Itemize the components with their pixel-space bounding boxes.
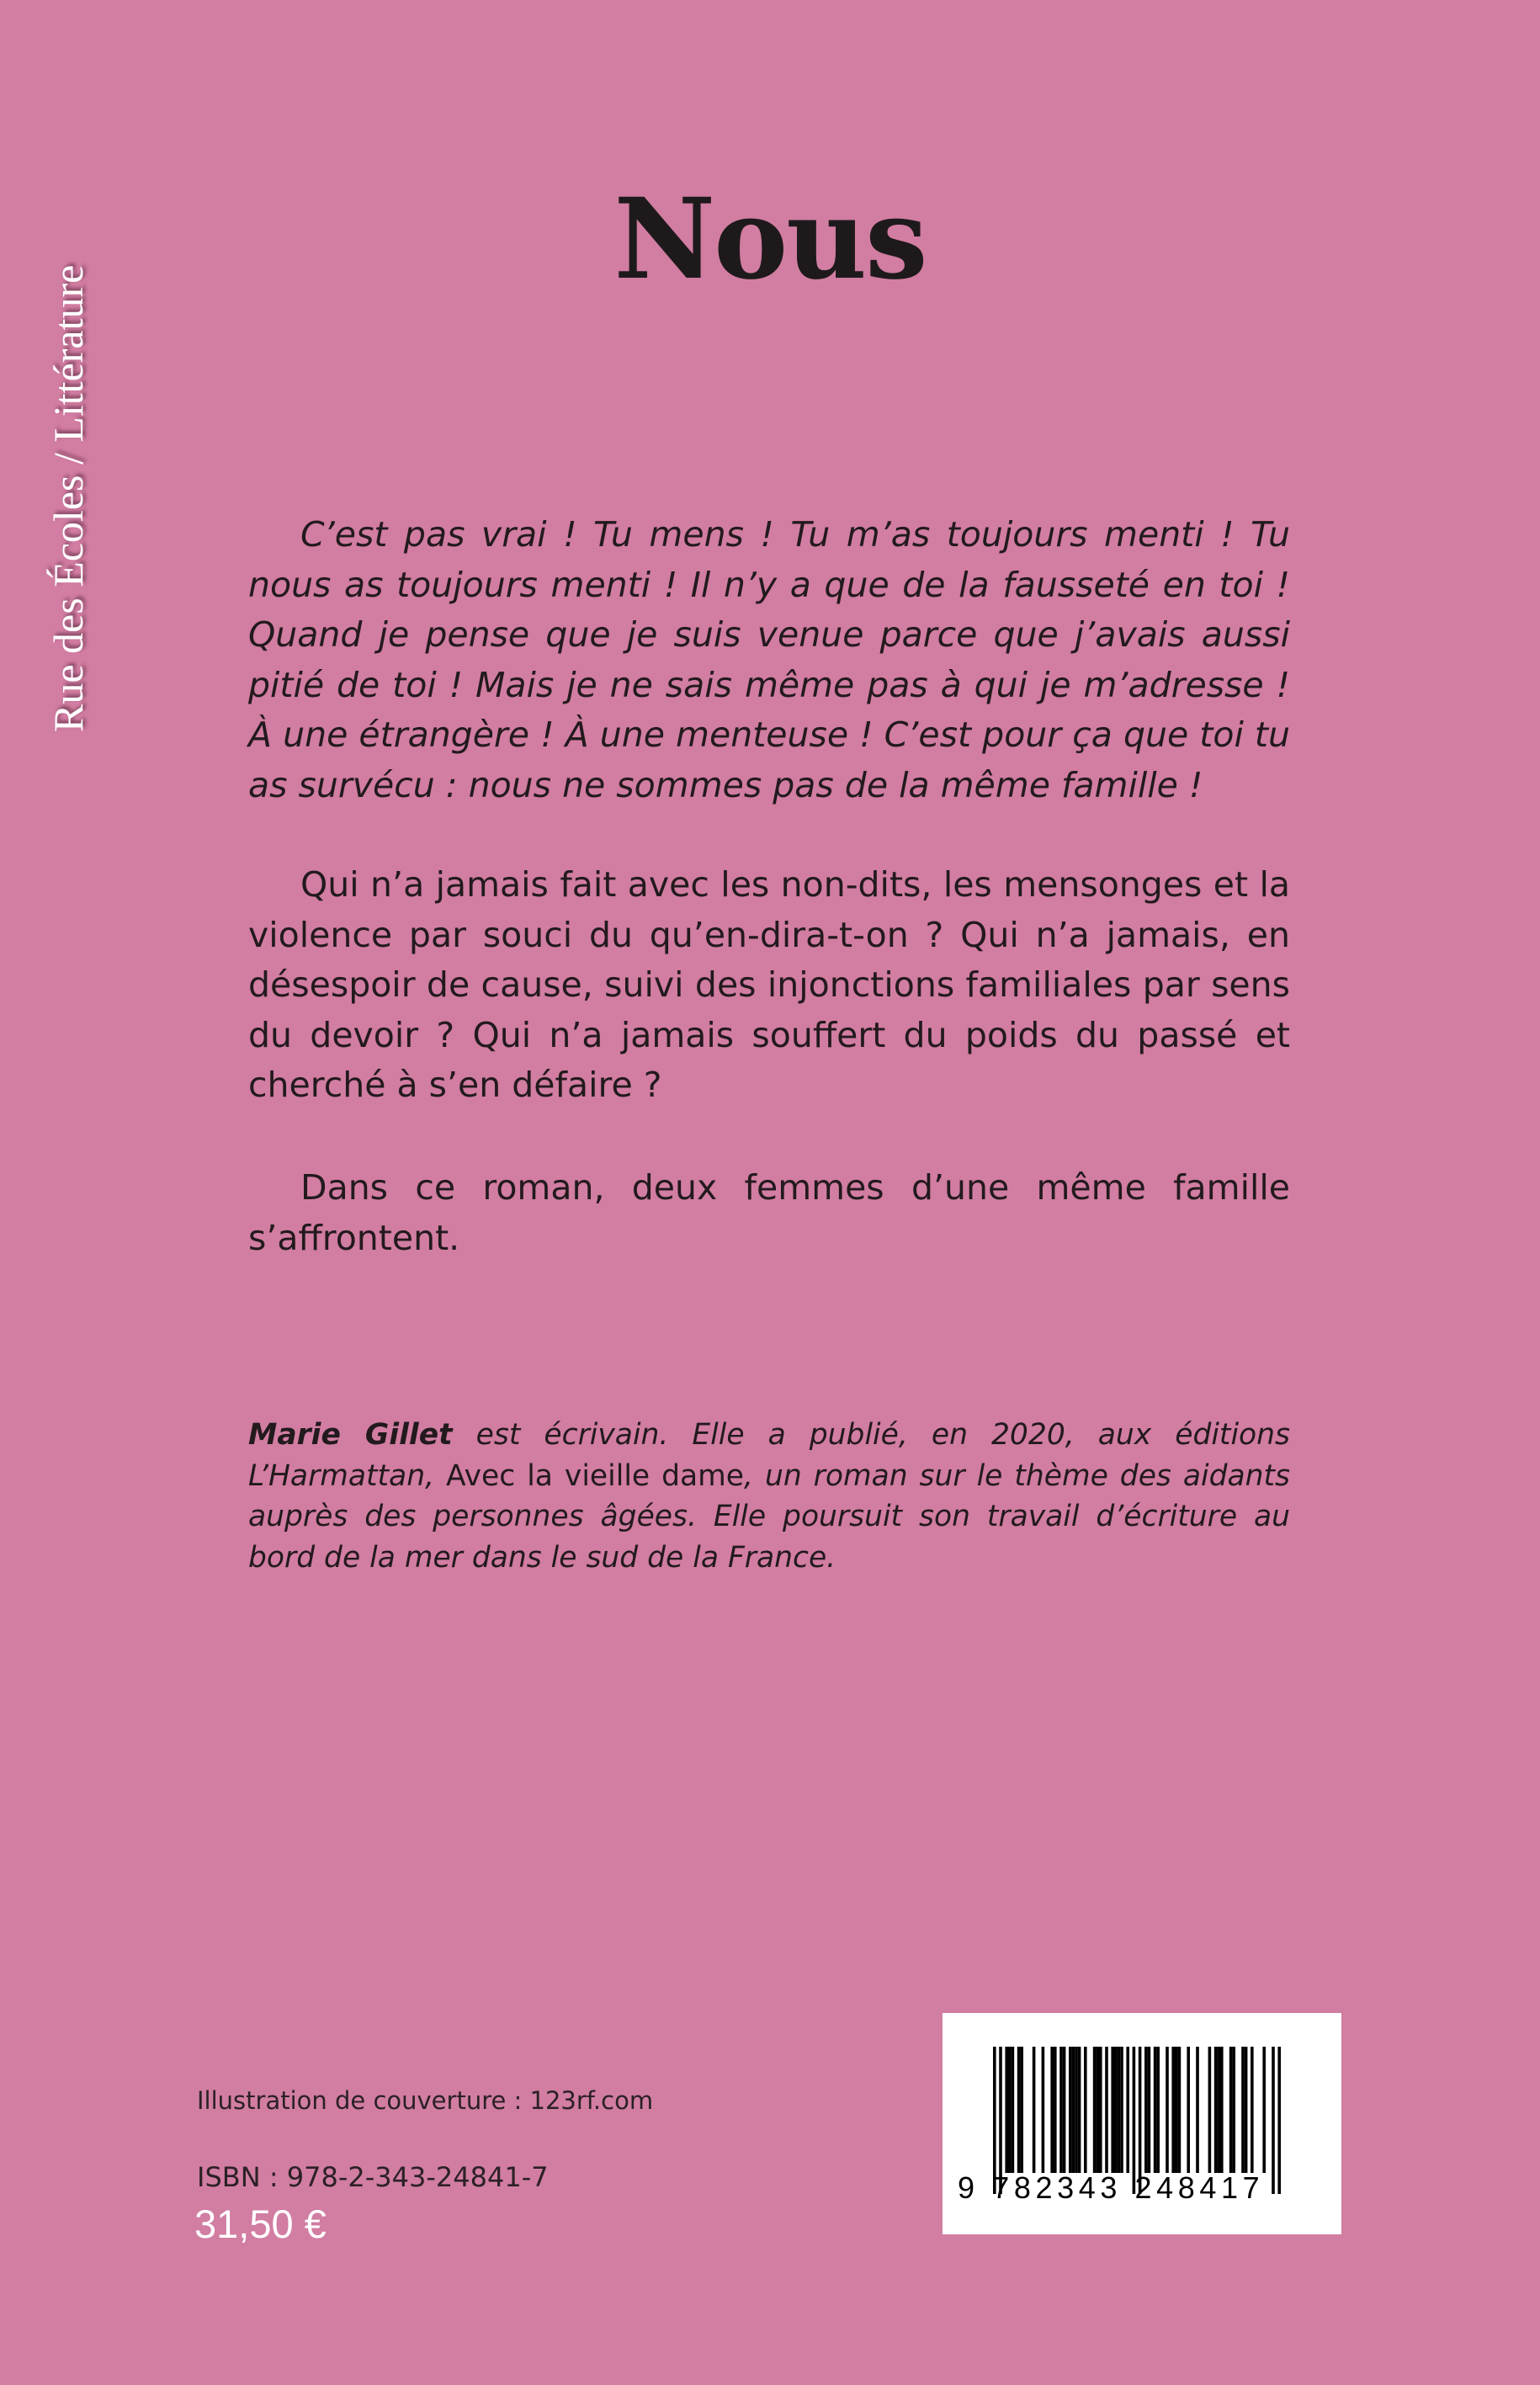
excerpt-quote: C’est pas vrai ! Tu mens ! Tu m’as toujours menti ! Tu nous as toujours menti ! Il n’y a que de la fausseté en toi ! Quand je pense que je suis venue parce que j’avais aussi pitié de toi ! Mais je ne sais même pas à qui je m’adresse ! À une étrangère ! À une menteuse ! C’est pour ça que toi tu as survécu : nous ne sommes pas de la même famille ! — [248, 514, 1290, 805]
barcode-bar — [1054, 2047, 1057, 2173]
barcode-bar — [1262, 2047, 1266, 2173]
bio-text-part-2: , un roman sur le thème des aidants auprès des personnes âgées. Elle poursuit son travail d’écriture au bord de la mer dans le sud de la France. — [248, 1458, 1291, 1575]
barcode-bar — [1099, 2047, 1102, 2173]
barcode-bar — [1005, 2047, 1008, 2173]
price: 31,50 € — [194, 2202, 327, 2246]
barcode-bar — [1171, 2047, 1175, 2173]
barcode-bar — [1126, 2047, 1129, 2173]
blurb-paragraph-2: Dans ce roman, deux femmes d’une même famille s’affrontent. — [248, 1167, 1290, 1258]
barcode-bar — [1042, 2047, 1045, 2173]
barcode-bar — [1220, 2047, 1224, 2173]
barcode-bar — [1020, 2047, 1023, 2173]
author-name: Marie Gillet — [248, 1418, 453, 1452]
barcode-bar — [1166, 2047, 1169, 2173]
barcode-bar — [1063, 2047, 1066, 2173]
barcode-bar — [1245, 2047, 1248, 2173]
barcode-bar — [1175, 2047, 1178, 2173]
barcode-bar — [1208, 2047, 1212, 2173]
isbn-number: ISBN : 978-2-343-24841-7 — [197, 2161, 549, 2193]
barcode-bar — [1072, 2047, 1075, 2173]
barcode-bar — [1120, 2047, 1123, 2173]
barcode-bar — [1229, 2047, 1233, 2173]
barcode-bar — [1241, 2047, 1245, 2173]
barcode-bar — [1059, 2047, 1063, 2173]
barcode-bar — [1008, 2047, 1012, 2173]
barcode-bar — [1154, 2047, 1157, 2173]
barcode-bar — [1050, 2047, 1054, 2173]
barcode-bar — [1118, 2047, 1121, 2173]
barcode-bar — [1196, 2047, 1199, 2173]
barcode-bar — [1214, 2047, 1218, 2173]
barcode-bar — [1012, 2047, 1015, 2173]
barcode-bar — [1111, 2047, 1114, 2173]
barcode-bar — [1178, 2047, 1182, 2173]
previous-book-title: Avec la vieille dame — [446, 1458, 744, 1493]
series-label: Rue des Écoles / Littérature — [45, 264, 92, 732]
barcode-bar — [1144, 2047, 1148, 2173]
barcode-bar — [1148, 2047, 1151, 2173]
bio-text-part-1: est écrivain. Elle a publié, en 2020, aux éditions L’Harmattan, — [248, 1418, 1290, 1493]
barcode-bar — [1114, 2047, 1118, 2173]
barcode-digits: 9 782343 248417 — [958, 2170, 1265, 2205]
barcode-bar — [1069, 2047, 1072, 2173]
barcode-bar — [1156, 2047, 1160, 2173]
barcode-bar — [1017, 2047, 1021, 2173]
barcode-bar — [1093, 2047, 1097, 2173]
barcode-bar — [1096, 2047, 1099, 2173]
barcode-bar — [1105, 2047, 1108, 2173]
book-title: Nous — [613, 174, 927, 305]
author-bio — [248, 1415, 1290, 1578]
barcode-bar — [1033, 2047, 1036, 2173]
blurb-paragraph-1: Qui n’a jamais fait avec les non-dits, les mensonges et la violence par souci du qu’en-dira-t-on ? Qui n’a jamais, en désespoir de cause, suivi des injonctions familiales par sens du devoir ? Qui n’a jamais souffert du poids du passé et cherché à s’en défaire ? — [248, 864, 1290, 1105]
barcode-bar — [1075, 2047, 1078, 2173]
illustration-credit: Illustration de couverture : 123rf.com — [197, 2086, 654, 2115]
barcode — [943, 2013, 1341, 2234]
barcode-bar — [1187, 2047, 1190, 2173]
barcode-bar — [1217, 2047, 1220, 2173]
barcode-bar — [1251, 2047, 1254, 2173]
barcode-bar — [1084, 2047, 1087, 2173]
barcode-bar — [1078, 2047, 1081, 2173]
barcode-bar — [1232, 2047, 1235, 2173]
